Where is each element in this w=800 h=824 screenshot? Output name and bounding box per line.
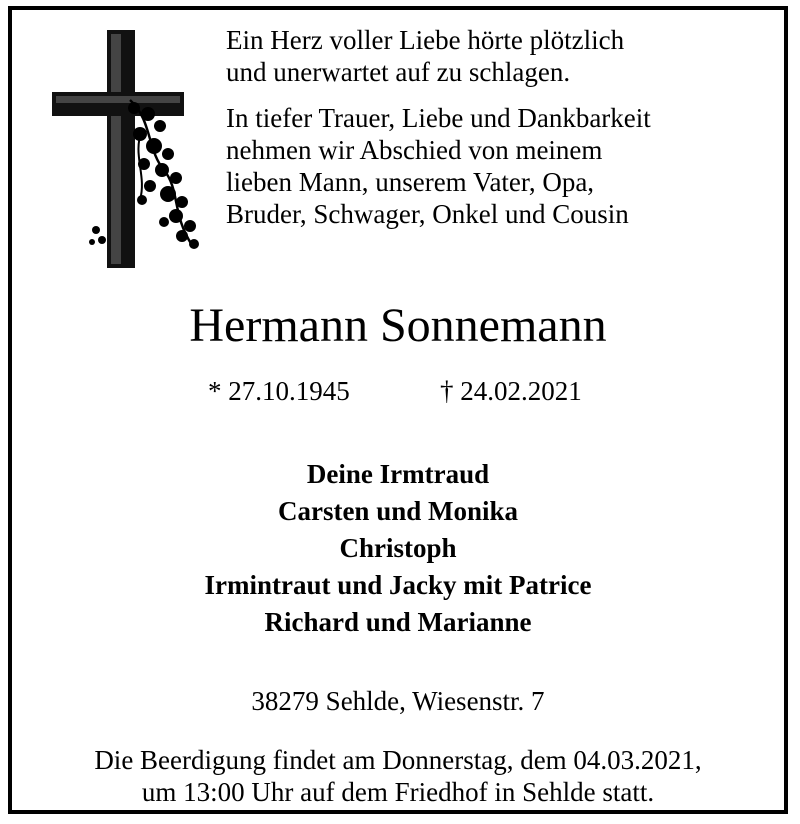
- mourner-line: Carsten und Monika: [277, 496, 519, 526]
- birth-date: * 27.10.1945: [208, 376, 350, 406]
- intro-line: und unerwartet auf zu schlagen.: [226, 57, 571, 87]
- deceased-name: Hermann Sonnemann: [189, 299, 607, 352]
- intro-paragraph-2: [226, 102, 786, 230]
- intro-line: lieben Mann, unserem Vater, Opa,: [226, 167, 595, 197]
- funeral-line: Die Beerdigung findet am Donnerstag, dem 04.03.2021,: [94, 745, 702, 775]
- intro-line: nehmen wir Abschied von meinem: [226, 135, 603, 165]
- family-address: 38279 Sehlde, Wiesenstr. 7: [251, 686, 545, 716]
- intro-text: [226, 24, 786, 244]
- intro-line: Bruder, Schwager, Onkel und Cousin: [226, 199, 629, 229]
- mourner-line: Christoph: [339, 533, 457, 563]
- funeral-info: [12, 744, 784, 808]
- intro-line: Ein Herz voller Liebe hörte plötzlich: [226, 25, 625, 55]
- mourner-line: Richard und Marianne: [264, 607, 532, 637]
- mourners-list: [12, 456, 784, 641]
- intro-paragraph-1: [226, 24, 786, 88]
- mourner-line: Deine Irmtraud: [306, 459, 490, 489]
- funeral-line: um 13:00 Uhr auf dem Friedhof in Sehlde statt.: [141, 777, 655, 807]
- mourner-line: Irmintraut und Jacky mit Patrice: [204, 570, 592, 600]
- obituary-notice: [8, 6, 788, 814]
- intro-line: In tiefer Trauer, Liebe und Dankbarkeit: [226, 103, 651, 133]
- cross-with-ivy-icon: [52, 30, 202, 270]
- death-date: † 24.02.2021: [440, 376, 582, 406]
